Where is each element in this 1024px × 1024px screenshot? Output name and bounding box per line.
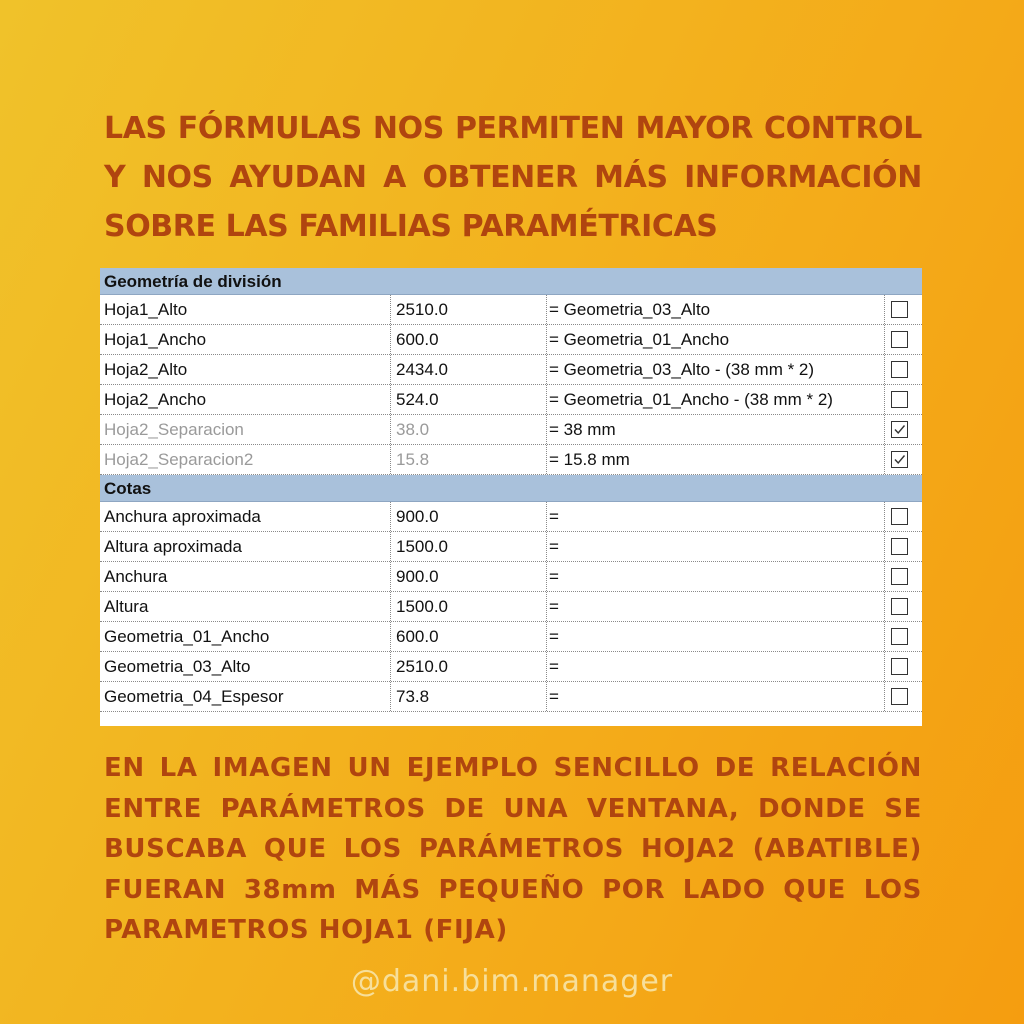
reporting-checkbox[interactable] <box>891 658 908 675</box>
reporting-checkbox[interactable] <box>891 598 908 615</box>
column-divider <box>390 325 391 354</box>
column-divider <box>884 295 885 324</box>
column-divider <box>546 652 547 681</box>
body-text: EN LA IMAGEN UN EJEMPLO SENCILLO DE RELACIÓN ENTRE PARÁMETROS DE UNA VENTANA, DONDE SE BUSCABA QUE LOS PARÁMETROS HOJA2 (ABATIBLE) FUERAN 38mm MÁS PEQUEÑO POR LADO QUE LOS PARAMETROS HOJA1 (FIJA) <box>104 753 922 945</box>
parameter-formula[interactable]: = <box>549 537 559 556</box>
parameter-name[interactable]: Hoja2_Separacion2 <box>104 450 254 469</box>
parameter-row[interactable] <box>100 502 922 532</box>
column-divider <box>546 682 547 711</box>
reporting-checkbox[interactable] <box>891 301 908 318</box>
parameter-row[interactable] <box>100 445 922 475</box>
reporting-checkbox[interactable] <box>891 361 908 378</box>
column-divider <box>546 415 547 444</box>
parameter-name[interactable]: Altura <box>104 597 149 616</box>
column-divider <box>546 502 547 531</box>
parameter-name[interactable]: Anchura aproximada <box>104 507 261 526</box>
column-divider <box>546 325 547 354</box>
column-divider <box>546 295 547 324</box>
parameter-row[interactable] <box>100 532 922 562</box>
column-divider <box>884 415 885 444</box>
parameter-name[interactable]: Hoja2_Separacion <box>104 420 244 439</box>
parameter-row[interactable] <box>100 385 922 415</box>
parameter-row[interactable] <box>100 355 922 385</box>
reporting-checkbox-checked[interactable] <box>891 421 908 438</box>
column-divider <box>390 682 391 711</box>
parameter-row[interactable] <box>100 415 922 445</box>
column-divider <box>390 385 391 414</box>
parameter-formula[interactable]: = <box>549 687 559 706</box>
column-divider <box>884 502 885 531</box>
parameter-formula[interactable]: = <box>549 567 559 586</box>
reporting-checkbox[interactable] <box>891 628 908 645</box>
group-header[interactable]: Geometría de división <box>100 268 922 295</box>
column-divider <box>546 592 547 621</box>
parameter-formula[interactable]: = 38 mm <box>549 420 616 439</box>
column-divider <box>884 325 885 354</box>
parameter-row[interactable] <box>100 562 922 592</box>
reporting-checkbox[interactable] <box>891 331 908 348</box>
parameter-formula[interactable]: = Geometria_01_Ancho <box>549 330 730 349</box>
column-divider <box>884 562 885 591</box>
parameter-value[interactable]: 73.8 <box>396 687 430 706</box>
column-divider <box>390 622 391 651</box>
parameter-formula[interactable]: = Geometria_03_Alto <box>549 300 711 319</box>
parameter-value[interactable]: 2510.0 <box>396 300 448 319</box>
column-divider <box>884 652 885 681</box>
column-divider <box>390 532 391 561</box>
reporting-checkbox[interactable] <box>891 538 908 555</box>
parameter-value[interactable]: 900.0 <box>396 507 439 526</box>
column-divider <box>390 295 391 324</box>
column-divider <box>546 562 547 591</box>
reporting-checkbox-checked[interactable] <box>891 451 908 468</box>
group-header[interactable]: Cotas <box>100 475 922 502</box>
parameter-name[interactable]: Geometria_04_Espesor <box>104 687 284 706</box>
column-divider <box>884 385 885 414</box>
headline: LAS FÓRMULAS NOS PERMITEN MAYOR CONTROL Y NOS AYUDAN A OBTENER MÁS INFORMACIÓN SOBRE LAS FAMILIAS PARAMÉTRICAS <box>104 111 922 244</box>
reporting-checkbox[interactable] <box>891 508 908 525</box>
parameter-value[interactable]: 15.8 <box>396 450 430 469</box>
parameter-name[interactable]: Hoja2_Ancho <box>104 390 207 409</box>
column-divider <box>546 532 547 561</box>
column-divider <box>884 355 885 384</box>
column-divider <box>390 445 391 474</box>
checkmark-icon <box>893 423 906 436</box>
parameter-name[interactable]: Hoja1_Alto <box>104 300 188 319</box>
parameter-formula[interactable]: = <box>549 627 559 646</box>
parameter-row[interactable] <box>100 682 922 712</box>
column-divider <box>390 502 391 531</box>
parameter-name[interactable]: Hoja2_Alto <box>104 360 188 379</box>
reporting-checkbox[interactable] <box>891 391 908 408</box>
parameter-formula[interactable]: = Geometria_01_Ancho - (38 mm * 2) <box>549 390 833 409</box>
column-divider <box>390 355 391 384</box>
reporting-checkbox[interactable] <box>891 688 908 705</box>
parameter-value[interactable]: 524.0 <box>396 390 439 409</box>
parameter-value[interactable]: 1500.0 <box>396 537 448 556</box>
parameter-value[interactable]: 38.0 <box>396 420 430 439</box>
parameter-value[interactable]: 900.0 <box>396 567 439 586</box>
parameter-value[interactable]: 1500.0 <box>396 597 448 616</box>
checkmark-icon <box>893 453 906 466</box>
column-divider <box>546 445 547 474</box>
column-divider <box>390 415 391 444</box>
parameter-name[interactable]: Altura aproximada <box>104 537 242 556</box>
column-divider <box>546 355 547 384</box>
parameter-formula[interactable]: = 15.8 mm <box>549 450 630 469</box>
parameter-name[interactable]: Hoja1_Ancho <box>104 330 207 349</box>
column-divider <box>884 445 885 474</box>
parameter-value[interactable]: 2434.0 <box>396 360 448 379</box>
parameter-formula[interactable]: = <box>549 597 559 616</box>
parameter-row[interactable] <box>100 592 922 622</box>
parameter-value[interactable]: 600.0 <box>396 627 439 646</box>
column-divider <box>390 592 391 621</box>
column-divider <box>546 385 547 414</box>
reporting-checkbox[interactable] <box>891 568 908 585</box>
parameters-table <box>100 268 922 726</box>
parameter-formula[interactable]: = <box>549 657 559 676</box>
parameter-formula[interactable]: = <box>549 507 559 526</box>
column-divider <box>390 562 391 591</box>
parameter-value[interactable]: 2510.0 <box>396 657 448 676</box>
column-divider <box>884 682 885 711</box>
parameter-name[interactable]: Geometria_01_Ancho <box>104 627 270 646</box>
author-handle: @dani.bim.manager <box>350 964 674 999</box>
parameter-value[interactable]: 600.0 <box>396 330 439 349</box>
column-divider <box>390 652 391 681</box>
column-divider <box>884 592 885 621</box>
column-divider <box>884 622 885 651</box>
parameter-name[interactable]: Anchura <box>104 567 168 586</box>
parameter-row[interactable] <box>100 652 922 682</box>
parameter-row[interactable] <box>100 295 922 325</box>
parameter-row[interactable] <box>100 622 922 652</box>
parameter-row[interactable] <box>100 325 922 355</box>
parameter-name[interactable]: Geometria_03_Alto <box>104 657 251 676</box>
column-divider <box>884 532 885 561</box>
parameter-formula[interactable]: = Geometria_03_Alto - (38 mm * 2) <box>549 360 815 379</box>
column-divider <box>546 622 547 651</box>
